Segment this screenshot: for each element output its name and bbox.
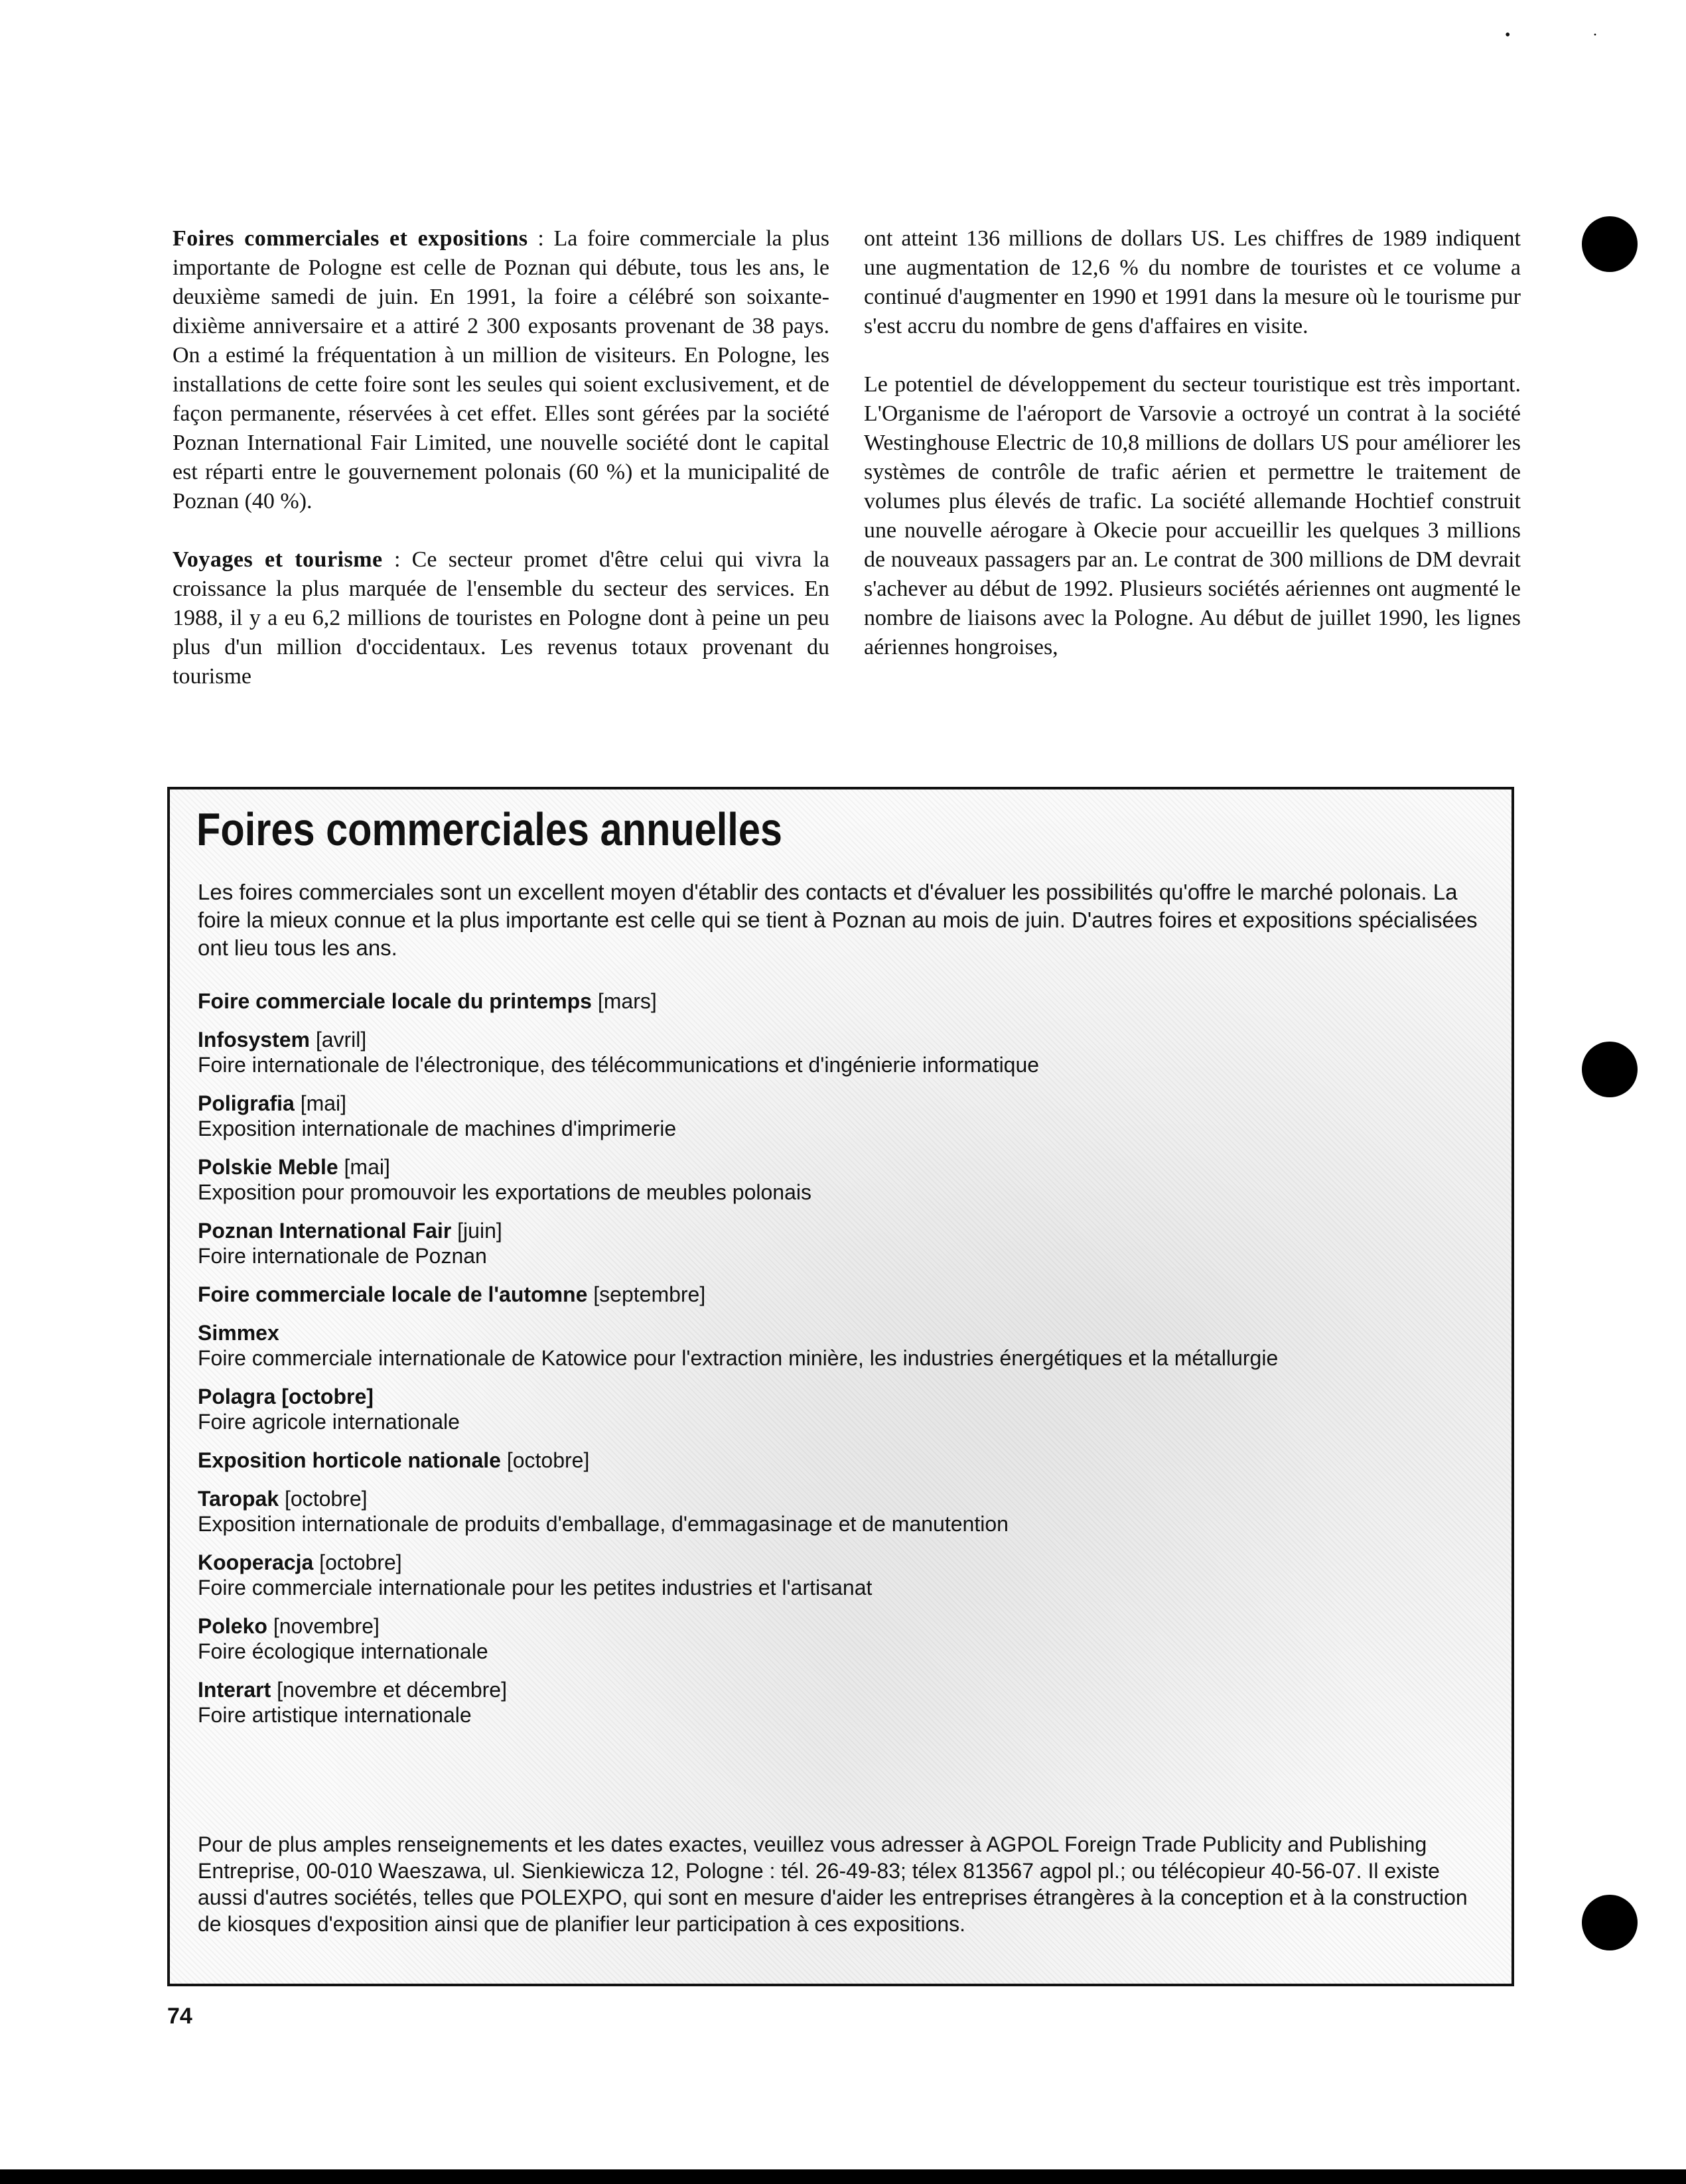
fair-name: Polagra [octobre] bbox=[198, 1385, 374, 1408]
box-title: Foires commerciales annuelles bbox=[196, 803, 783, 855]
fair-date: [juin] bbox=[451, 1219, 502, 1243]
punch-hole bbox=[1582, 1042, 1638, 1097]
fair-date: [mai] bbox=[294, 1091, 347, 1115]
fair-name: Polskie Meble bbox=[198, 1155, 338, 1179]
fair-description: Foire commerciale internationale de Katowice pour l'extraction minière, les industries énergétiques et la métallurgie bbox=[198, 1346, 1279, 1370]
fair-description: Exposition pour promouvoir les exportations de meubles polonais bbox=[198, 1180, 811, 1204]
box-footer-contact: Pour de plus amples renseignements et les dates exactes, veuillez vous adresser à AGPOL Foreign Trade Publicity and Publishing Entreprise, 00-010 Waeszawa, ul. Sienkiewicza 12, Pologne : tél. 26-49-83; télex 813567 agpol pl.; ou télécopieur 40-56-07. Il existe aussi d'autres sociétés, telles que POLEXPO, qui sont en mesure d'aider les entreprises étrangères à la conception et à la construction de kiosques d'exposition ainsi que de planifier leur participation à ces expositions. bbox=[198, 1832, 1468, 1936]
fair-date: [octobre] bbox=[500, 1448, 590, 1472]
fair-name: Poligrafia bbox=[198, 1091, 295, 1115]
paragraph-tourism-potential: Le potentiel de développement du secteur touristique est très important. L'Organisme de l'aéroport de Varsovie a octroyé un contrat à la société Westinghouse Electric de 10,8 millions de dollars US pour améliorer les systèmes de contrôle de trafic aérien et permettre le traitement de volumes plus élevés de trafic. La société allemande Hochtief construit une nouvelle aérogare à Okecie pour accueillir les quelques 3 millions de nouveaux passagers par an. Le contrat de 300 millions de DM devrait s'achever au début de 1992. Plusieurs sociétés aériennes ont augmenté le nombre de liaisons avec la Pologne. Au début de juillet 1990, les lignes aériennes hongroises, bbox=[864, 372, 1521, 659]
paragraph-trade-fairs bbox=[173, 224, 829, 516]
fair-name: Taropak bbox=[198, 1487, 279, 1511]
fair-description: Foire commerciale internationale pour les petites industries et l'artisanat bbox=[198, 1576, 873, 1600]
fair-name: Poznan International Fair bbox=[198, 1219, 452, 1243]
paragraph-text: : La foire commerciale la plus importante de Pologne est celle de Poznan qui débute, tous les ans, le deuxième samedi de juin. En 1991, la foire a célébré son soixante-dixième anniversaire et a attiré 2 300 exposants provenant de 38 pays. On a estimé la fréquentation à un million de visiteurs. En Pologne, les installations de cette foire sont les seules qui soient exclusivement, et de façon permanente, réservées à cet effet. Elles sont gérées par la société Poznan International Fair Limited, une nouvelle société dont le capital est réparti entre le gouvernement polonais (60 %) et la municipalité de Poznan (40 %). bbox=[173, 226, 830, 513]
fair-item bbox=[198, 1154, 1495, 1205]
paragraph-heading: Foires commerciales et expositions bbox=[173, 226, 528, 251]
punch-hole bbox=[1582, 1895, 1638, 1950]
fair-item bbox=[198, 1550, 1495, 1600]
fair-item bbox=[198, 1677, 1495, 1728]
fair-description: Exposition internationale de machines d'imprimerie bbox=[198, 1117, 677, 1140]
fair-item bbox=[198, 1486, 1495, 1536]
fair-name: Interart bbox=[198, 1678, 271, 1702]
fair-item bbox=[198, 1320, 1495, 1371]
box-intro: Les foires commerciales sont un excellent moyen d'établir des contacts et d'évaluer les possibilités qu'offre le marché polonais. La foire la mieux connue et la plus importante est celle qui se tient à Poznan au mois de juin. D'autres foires et expositions spécialisées ont lieu tous les ans. bbox=[198, 880, 1478, 960]
right-column bbox=[864, 224, 1521, 691]
paragraph-tourism-revenue: ont atteint 136 millions de dollars US. Les chiffres de 1989 indiquent une augmentation de 12,6 % du nombre de touristes et ce volume a continué d'augmenter en 1990 et 1991 dans la mesure où le tourisme pur s'est accru du nombre de gens d'affaires en visite. bbox=[864, 226, 1521, 338]
fair-name: Poleko bbox=[198, 1614, 267, 1638]
paragraph-text: : Ce secteur promet d'être celui qui vivra la croissance la plus marquée de l'ensemble du secteur des services. En 1988, il y a eu 6,2 millions de touristes en Pologne dont à peine un peu plus d'un million d'occidentaux. Les revenus totaux provenant du tourisme bbox=[173, 547, 829, 689]
fair-date: [avril] bbox=[309, 1028, 367, 1052]
fair-date: [octobre] bbox=[313, 1550, 402, 1574]
punch-hole bbox=[1582, 216, 1638, 272]
fair-date: [mars] bbox=[591, 989, 657, 1013]
fair-description: Foire internationale de Poznan bbox=[198, 1244, 487, 1268]
fair-date: [octobre] bbox=[279, 1487, 368, 1511]
scan-speck: • bbox=[1505, 27, 1511, 44]
fair-item bbox=[198, 1384, 1495, 1434]
fair-item bbox=[198, 1448, 1495, 1473]
fair-description: Foire internationale de l'électronique, des télécommunications et d'ingénierie informatique bbox=[198, 1053, 1040, 1077]
paragraph-travel-tourism bbox=[173, 545, 829, 691]
fair-date: [novembre et décembre] bbox=[271, 1678, 507, 1702]
fair-description: Foire écologique internationale bbox=[198, 1639, 488, 1663]
fair-list bbox=[198, 989, 1495, 1741]
fair-date: [novembre] bbox=[267, 1614, 380, 1638]
fair-item bbox=[198, 989, 1495, 1014]
fair-description: Foire artistique internationale bbox=[198, 1703, 472, 1727]
fair-date: [mai] bbox=[338, 1155, 390, 1179]
page-number: 74 bbox=[167, 2004, 192, 2029]
fair-name: Exposition horticole nationale bbox=[198, 1448, 501, 1472]
left-column bbox=[173, 224, 829, 720]
bottom-rule bbox=[0, 2169, 1686, 2184]
fair-item bbox=[198, 1091, 1495, 1141]
fair-item bbox=[198, 1218, 1495, 1268]
fair-item bbox=[198, 1027, 1495, 1077]
fair-name: Foire commerciale locale du printemps bbox=[198, 989, 592, 1013]
fair-description: Foire agricole internationale bbox=[198, 1410, 460, 1434]
fair-name: Kooperacja bbox=[198, 1550, 314, 1574]
paragraph-heading: Voyages et tourisme bbox=[173, 547, 383, 572]
fair-name: Simmex bbox=[198, 1321, 279, 1345]
fair-name: Infosystem bbox=[198, 1028, 310, 1052]
fair-item bbox=[198, 1282, 1495, 1307]
fair-date: [septembre] bbox=[587, 1282, 706, 1306]
annual-trade-fairs-box bbox=[167, 787, 1514, 1986]
fair-description: Exposition internationale de produits d'emballage, d'emmagasinage et de manutention bbox=[198, 1512, 1009, 1536]
scan-speck: · bbox=[1592, 27, 1598, 44]
fair-item bbox=[198, 1613, 1495, 1664]
fair-name: Foire commerciale locale de l'automne bbox=[198, 1282, 588, 1306]
